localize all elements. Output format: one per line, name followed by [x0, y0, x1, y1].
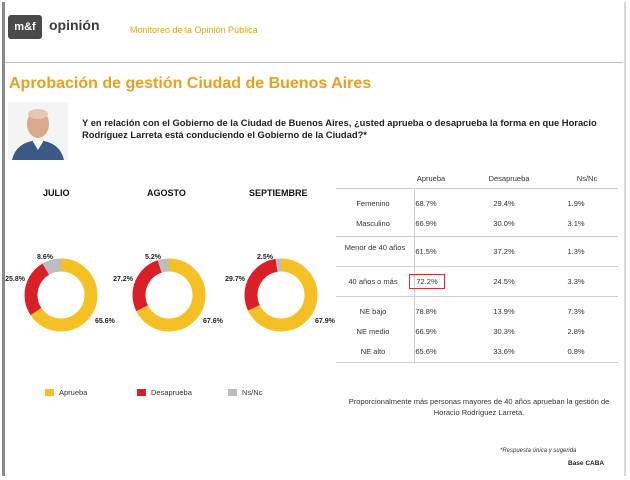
table-row: [334, 273, 616, 295]
donut-label-julio-nsnc: 8.6%: [37, 254, 53, 261]
donut-label-agosto-nsnc: 5.2%: [145, 254, 161, 261]
table-cell-nsnc: 3.1%: [567, 219, 585, 228]
legend-label-aprueba: Aprueba: [59, 388, 88, 397]
legend-swatch-nsnc: [228, 389, 237, 396]
brand-name: opinión: [49, 17, 100, 33]
table-cell-aprueba: 61.5%: [415, 247, 437, 256]
table-row-label: Masculino: [356, 219, 390, 228]
donut-label-julio-desaprueba: 25.8%: [5, 276, 25, 283]
donut-charts: [0, 245, 335, 355]
table-cell-desaprueba: 29.4%: [493, 199, 515, 208]
table-row: [334, 303, 616, 325]
table-divider: [336, 296, 618, 297]
base-label: Base CABA: [568, 460, 605, 467]
table-header-aprueba: Aprueba: [416, 174, 446, 183]
table-cell-desaprueba: 30.3%: [493, 327, 515, 336]
table-divider: [336, 188, 618, 189]
table-header-nsnc: Ns/Nc: [576, 174, 598, 183]
table-divider: [336, 266, 618, 267]
table-row-label: 40 años o más: [348, 277, 398, 286]
table-cell-aprueba: 66.9%: [415, 219, 437, 228]
table-cell-nsnc: 2.8%: [567, 327, 585, 336]
table-cell-desaprueba: 37.2%: [493, 247, 515, 256]
legend-label-desaprueba: Desaprueba: [151, 388, 192, 397]
donut-label-septiembre-aprueba: 67.9%: [315, 318, 335, 325]
table-cell-desaprueba: 33.6%: [493, 347, 515, 356]
table-header-desaprueba: Desaprueba: [488, 174, 530, 183]
table-cell-aprueba: 66.9%: [415, 327, 437, 336]
table-row: [334, 215, 616, 237]
person-portrait: [8, 102, 68, 160]
table-cell-aprueba: 65.6%: [415, 347, 437, 356]
table-row: [334, 343, 616, 365]
donut-label-septiembre-desaprueba: 29.7%: [225, 276, 245, 283]
header-divider: [5, 62, 623, 63]
table-cell-nsnc: 1.9%: [567, 199, 585, 208]
donut-label-julio-aprueba: 65.6%: [95, 318, 115, 325]
table-row: [334, 195, 616, 217]
table-row: [334, 243, 616, 265]
legend-label-nsnc: Ns/Nc: [242, 388, 263, 397]
table-cell-aprueba: 68.7%: [415, 199, 437, 208]
insight-note: Proporcionalmente más personas mayores de 40 años aprueban la gestión de Horacio Rodríguez Larreta.: [348, 397, 610, 417]
header-subtitle: Monitoreo de la Opinión Pública: [130, 25, 258, 35]
table-cell-aprueba: 78.8%: [415, 307, 437, 316]
table-cell-nsnc: 0.8%: [567, 347, 585, 356]
table-cell-nsnc: 3.3%: [567, 277, 585, 286]
table-cell-desaprueba: 13.9%: [493, 307, 515, 316]
table-row-label: NE alto: [360, 347, 386, 356]
table-cell-desaprueba: 30.0%: [493, 219, 515, 228]
chart-title-septiembre: SEPTIEMBRE: [249, 188, 308, 198]
table-row-label: NE medio: [356, 327, 390, 336]
footnote: *Respuesta única y sugerida: [500, 448, 577, 454]
legend-nsnc: [228, 388, 262, 397]
table-row-label: Menor de 40 años: [344, 243, 406, 252]
legend-aprueba: [45, 388, 87, 397]
table-row-label: NE bajo: [359, 307, 387, 316]
table-cell-aprueba: 72.2%: [409, 274, 445, 289]
survey-question: Y en relación con el Gobierno de la Ciudad de Buenos Aires, ¿usted aprueba o desaprueba la forma en que Horacio Rodríguez Larreta está conduciendo el Gobierno de la Ciudad?*: [82, 117, 597, 140]
legend-desaprueba: [137, 388, 192, 397]
legend-swatch-desaprueba: [137, 389, 146, 396]
table-cell-desaprueba: 24.5%: [493, 277, 515, 286]
donut-label-septiembre-nsnc: 2.5%: [257, 254, 273, 261]
page-title: Aprobación de gestión Ciudad de Buenos Aires: [9, 75, 372, 92]
table-cell-nsnc: 7.3%: [567, 307, 585, 316]
legend-swatch-aprueba: [45, 389, 54, 396]
table-row-label: Femenino: [356, 199, 390, 208]
table-cell-nsnc: 1.3%: [567, 247, 585, 256]
donut-label-agosto-desaprueba: 27.2%: [113, 276, 133, 283]
brand-logo: m&f: [8, 15, 42, 39]
table-row: [334, 323, 616, 345]
chart-title-julio: JULIO: [43, 188, 70, 198]
chart-title-agosto: AGOSTO: [147, 188, 186, 198]
donut-label-agosto-aprueba: 67.6%: [203, 318, 223, 325]
